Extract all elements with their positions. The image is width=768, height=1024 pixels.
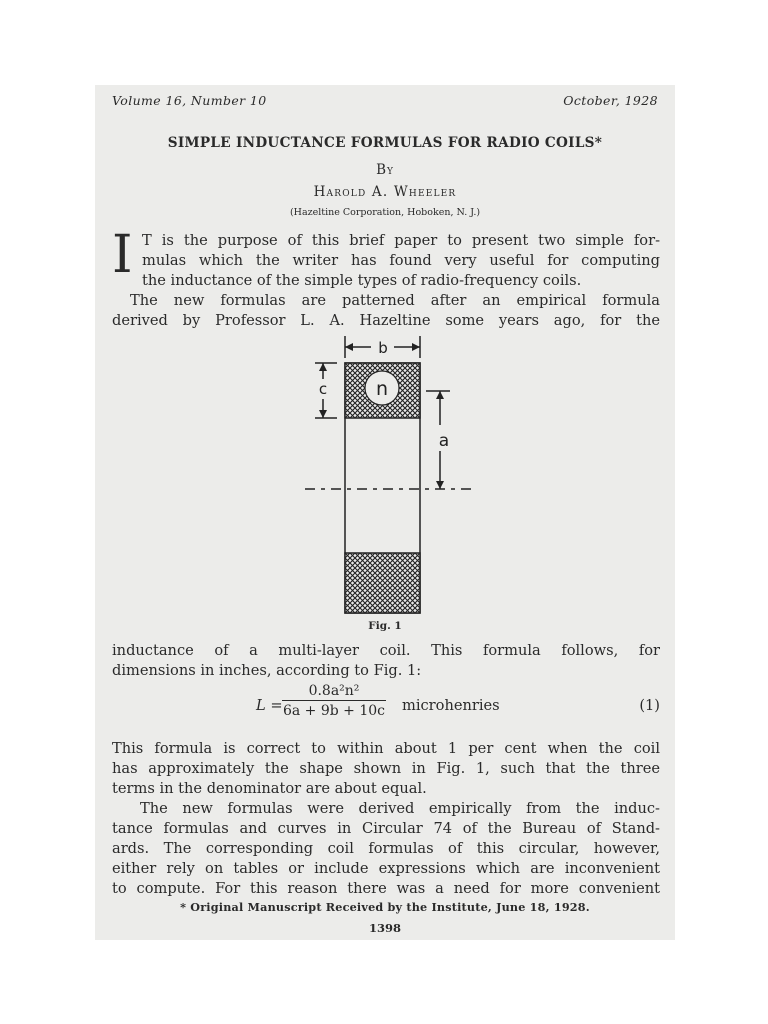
text-line: ards. The corresponding coil formulas of this circular, however, — [112, 840, 660, 857]
footnote: * Original Manuscript Received by the Institute, June 18, 1928. — [180, 900, 590, 914]
text-line: mulas which the writer has found very useful for computing — [142, 252, 660, 269]
winding-bottom — [345, 553, 420, 613]
text-line: terms in the denominator are about equal. — [112, 780, 427, 797]
text-line: derived by Professor L. A. Hazeltine some years ago, for the — [112, 312, 660, 329]
figure-caption: Fig. 1 — [368, 620, 402, 632]
text-line: The new formulas were derived empirically from the induc- — [140, 800, 660, 817]
drop-cap: I — [112, 225, 133, 285]
text-line: inductance of a multi-layer coil. This formula follows, for — [112, 642, 660, 659]
text-line: has approximately the shape shown in Fig. 1, such that the three — [112, 760, 660, 777]
equation-lhs: L = — [256, 697, 283, 714]
text-line: tance formulas and curves in Circular 74 of the Bureau of Stand- — [112, 820, 660, 837]
equation-numerator: 0.8a²n² — [308, 683, 360, 699]
running-header — [112, 93, 658, 111]
text-line: This formula is correct to within about 1 per cent when the coil — [112, 740, 660, 757]
article-title: SIMPLE INDUCTANCE FORMULAS FOR RADIO COILS* — [167, 135, 603, 151]
body-paragraph — [112, 739, 660, 899]
equation-denominator: 6a + 9b + 10c — [282, 703, 386, 719]
formula-intro-paragraph — [112, 641, 660, 681]
label-c: c — [318, 380, 328, 398]
intro-paragraph — [112, 225, 660, 331]
equation-fraction — [282, 683, 386, 719]
text-line: to compute. For this reason there was a need for more convenient — [112, 880, 660, 897]
page-number: 1398 — [368, 921, 401, 935]
volume-number: Volume 16, Number 10 — [112, 93, 267, 108]
text-line: dimensions in inches, according to Fig. 1: — [112, 662, 422, 679]
equation-number: (1) — [639, 697, 660, 714]
text-line: T is the purpose of this brief paper to present two simple for- — [142, 232, 660, 249]
text-line: The new formulas are patterned after an empirical formula — [130, 292, 660, 309]
equation-1 — [112, 683, 660, 729]
label-b: b — [378, 339, 388, 357]
label-a: a — [438, 431, 450, 451]
fraction-bar — [282, 700, 386, 701]
text-line: either rely on tables or include expressions which are inconvenient — [112, 860, 660, 877]
byline: By — [376, 162, 394, 178]
journal-page — [95, 85, 675, 940]
issue-date: October, 1928 — [563, 93, 658, 108]
equation-unit: microhenries — [402, 697, 500, 714]
text-line: the inductance of the simple types of radio-frequency coils. — [142, 272, 582, 289]
coil-cross-section-figure — [295, 333, 485, 618]
label-n: n — [375, 378, 389, 400]
author-affiliation: (Hazeltine Corporation, Hoboken, N. J.) — [289, 207, 481, 218]
author-name: Harold A. Wheeler — [313, 184, 457, 200]
